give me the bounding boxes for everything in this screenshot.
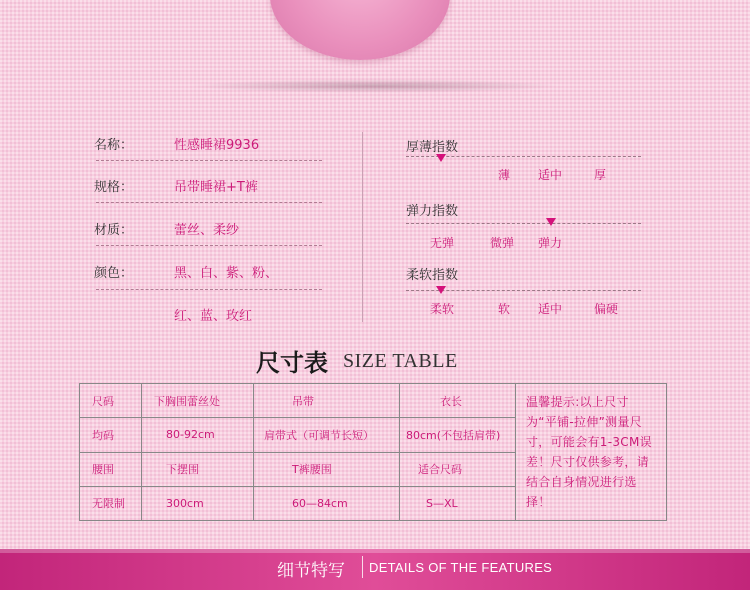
softness-option: 适中: [538, 302, 563, 316]
divider: [96, 202, 322, 203]
softness-index-title: 柔软指数: [406, 268, 459, 283]
table-cell: 腰围: [80, 452, 142, 486]
color-value-line2: 红、蓝、玫红: [174, 309, 253, 324]
table-cell: 无限制: [80, 486, 142, 520]
section-divider: [362, 132, 363, 322]
size-table: [79, 383, 667, 521]
spec-label: 规格：: [94, 180, 134, 195]
table-row: [80, 384, 667, 418]
color-value-line1: 黑、白、紫、粉、: [174, 266, 279, 281]
table-cell: 均码: [80, 418, 142, 452]
table-cell: 适合尺码: [400, 452, 516, 486]
decorative-shadow: [190, 79, 560, 93]
table-cell: 吊带: [254, 384, 400, 418]
details-title-en: DETAILS OF THE FEATURES: [369, 560, 553, 575]
elasticity-option: 弹力: [538, 236, 563, 250]
table-cell: 下胸围蕾丝处: [142, 384, 254, 418]
table-cell: 衣长: [400, 384, 516, 418]
table-cell: 肩带式（可调节长短）: [254, 418, 400, 452]
thickness-option: 薄: [498, 168, 511, 182]
details-title-cn: 细节特写: [277, 561, 345, 581]
table-cell: 80cm(不包括肩带): [400, 418, 516, 452]
divider: [96, 289, 322, 290]
table-cell: 下摆围: [142, 452, 254, 486]
elasticity-marker-icon: [546, 218, 556, 226]
table-cell: 300cm: [142, 486, 254, 520]
size-table-title-en: SIZE TABLE: [343, 350, 458, 372]
softness-option: 软: [498, 302, 511, 316]
softness-marker-icon: [436, 286, 446, 294]
elasticity-index-title: 弹力指数: [406, 204, 459, 219]
thickness-marker-icon: [436, 154, 446, 162]
spec-value: 吊带睡裙+T裤: [174, 180, 258, 195]
softness-option: 偏硬: [594, 302, 619, 316]
material-value: 蕾丝、柔纱: [174, 223, 240, 238]
name-label: 名称：: [94, 138, 134, 153]
table-cell: T裤腰围: [254, 452, 400, 486]
elasticity-scale: [406, 223, 641, 224]
table-cell: 尺码: [80, 384, 142, 418]
decorative-pink-blob: [270, 0, 450, 60]
thickness-option: 适中: [538, 168, 563, 182]
name-value: 性感睡裙9936: [174, 138, 260, 153]
size-table-title-cn: 尺寸表: [256, 348, 328, 377]
material-label: 材质：: [94, 223, 134, 238]
divider: [96, 245, 322, 246]
title-separator: [362, 556, 363, 578]
table-cell: 80-92cm: [142, 418, 254, 452]
table-cell: S—XL: [400, 486, 516, 520]
thickness-index-title: 厚薄指数: [406, 140, 459, 155]
divider: [96, 160, 322, 161]
color-label: 颜色：: [94, 266, 134, 281]
elasticity-option: 微弹: [490, 236, 515, 250]
size-note: 温馨提示:以上尺寸为“平铺-拉伸”测量尺寸，可能会有1-3CM误差！尺寸仅供参考，请结合自身情况进行选择！: [516, 384, 667, 521]
table-cell: 60—84cm: [254, 486, 400, 520]
thickness-option: 厚: [594, 168, 607, 182]
softness-option: 柔软: [430, 302, 455, 316]
elasticity-option: 无弹: [430, 236, 455, 250]
